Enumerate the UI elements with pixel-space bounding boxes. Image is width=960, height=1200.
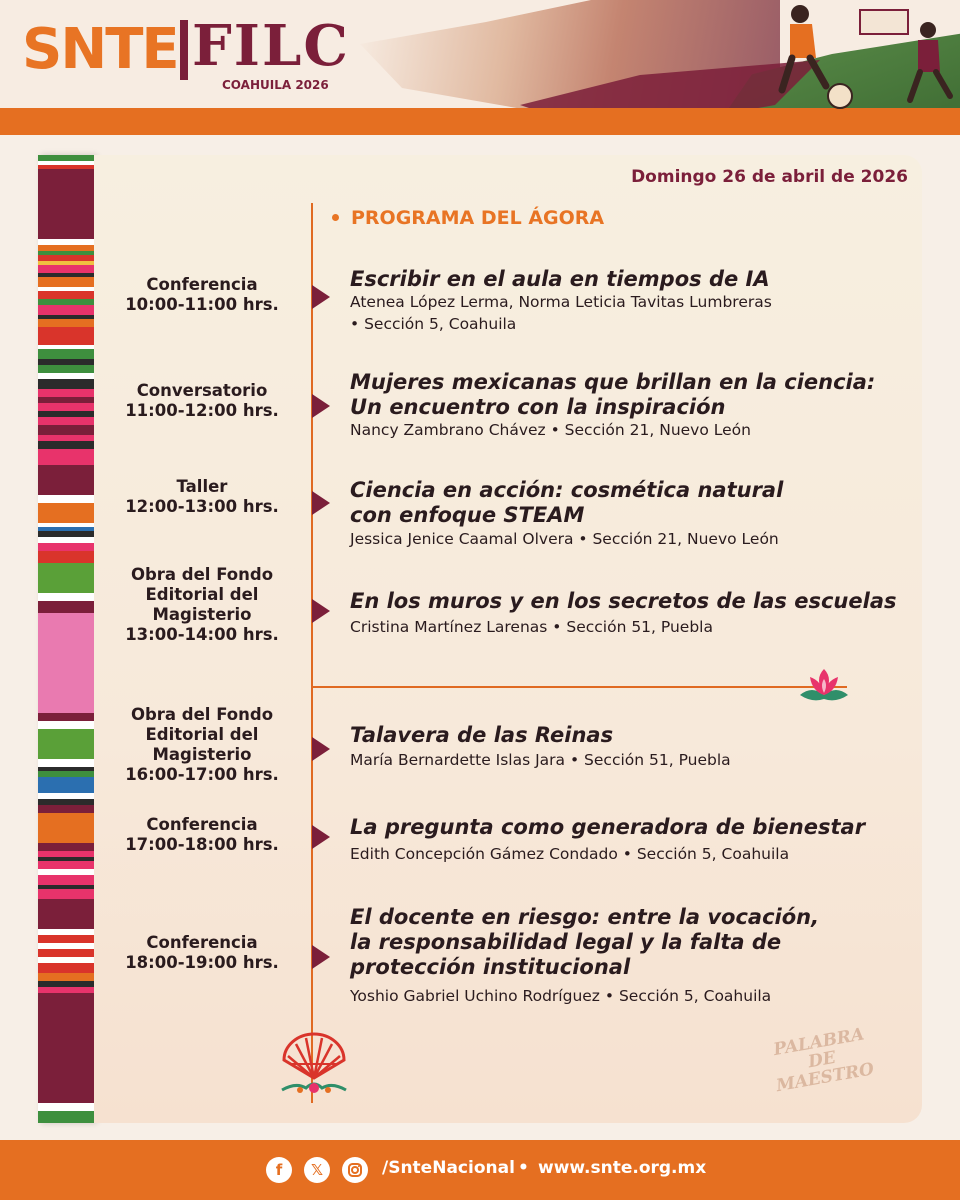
website-link[interactable]: www.snte.org.mx [538, 1158, 707, 1178]
arrow-icon [312, 491, 330, 515]
event-time-block [114, 565, 290, 645]
event-time: 10:00-11:00 hrs. [125, 295, 279, 314]
event-speaker: Cristina Martínez Larenas • Sección 51, Puebla [350, 618, 713, 636]
event-type: Conferencia [146, 275, 258, 294]
event-title: Talavera de las Reinas [350, 723, 614, 747]
event-date: Domingo 26 de abril de 2026 [631, 167, 908, 187]
event-title: Mujeres mexicanas que brillan en la ciencia: Un encuentro con la inspiración [350, 370, 876, 419]
event-speaker: Edith Concepción Gámez Condado • Sección 5, Coahuila [350, 845, 790, 863]
header-orange-band [0, 108, 960, 135]
event-type: Taller [176, 477, 228, 496]
event-time: 11:00-12:00 hrs. [125, 401, 279, 420]
event-title: Ciencia en acción: cosmética natural con enfoque STEAM [350, 478, 784, 527]
event-time: 12:00-13:00 hrs. [125, 497, 279, 516]
event-type: Obra del Fondo Editorial del Magisterio [130, 705, 274, 764]
arrow-icon [312, 599, 330, 623]
event-time-block [114, 933, 290, 973]
event-time-block [114, 275, 290, 315]
event-type: Conferencia [146, 933, 258, 952]
lotus-icon [794, 665, 854, 705]
section-title-text: PROGRAMA DEL ÁGORA [351, 207, 605, 229]
event-time: 16:00-17:00 hrs. [125, 765, 279, 784]
serape-pattern [38, 155, 94, 1123]
event-speaker: Nancy Zambrano Chávez • Sección 21, Nuevo León [350, 421, 751, 439]
program-card [94, 155, 922, 1123]
fan-icon [274, 1030, 354, 1100]
event-time: 18:00-19:00 hrs. [125, 953, 279, 972]
snte-logo: SNTE [22, 17, 178, 82]
filc-logo: FILC [192, 13, 350, 79]
arrow-icon [312, 394, 330, 418]
footer-bar [0, 1140, 960, 1200]
header-banner [0, 0, 960, 135]
social-handle[interactable]: /SnteNacional [382, 1158, 515, 1178]
event-title: El docente en riesgo: entre la vocación, la responsabilidad legal y la falta de protección institucional [350, 905, 820, 979]
arrow-icon [312, 825, 330, 849]
event-time-block [114, 381, 290, 421]
arrow-icon [312, 945, 330, 969]
x-icon[interactable]: 𝕏 [304, 1157, 330, 1183]
event-speaker: Atenea López Lerma, Norma Leticia Tavitas Lumbreras • Sección 5, Coahuila [350, 293, 772, 333]
footer-separator-dot: • [518, 1158, 529, 1178]
event-time: 17:00-18:00 hrs. [125, 835, 279, 854]
bullet-icon [332, 214, 339, 221]
event-type: Conversatorio [136, 381, 268, 400]
event-time-block [114, 705, 290, 785]
serape-stripe [38, 155, 94, 1123]
event-title: En los muros y en los secretos de las escuelas [350, 589, 897, 613]
logo-subtitle: COAHUILA 2026 [222, 78, 329, 92]
event-title: La pregunta como generadora de bienestar [350, 815, 866, 839]
timeline-divider [311, 686, 847, 688]
section-title [351, 207, 604, 229]
event-type: Conferencia [146, 815, 258, 834]
event-speaker: Yoshio Gabriel Uchino Rodríguez • Sección 5, Coahuila [350, 987, 772, 1005]
facebook-icon[interactable]: f [266, 1157, 292, 1183]
palabra-de-maestro-watermark: PALABRA DE MAESTRO [772, 1024, 876, 1097]
event-time: 13:00-14:00 hrs. [125, 625, 279, 644]
event-time-block [114, 477, 290, 517]
instagram-icon[interactable] [342, 1157, 368, 1183]
soccer-players-illustration [760, 0, 960, 110]
logo-separator [180, 20, 188, 80]
event-time-block [114, 815, 290, 855]
arrow-icon [312, 285, 330, 309]
event-speaker: Jessica Jenice Caamal Olvera • Sección 21, Nuevo León [350, 530, 779, 548]
instagram-glyph [342, 1157, 368, 1183]
arrow-icon [312, 737, 330, 761]
event-title: Escribir en el aula en tiempos de IA [350, 267, 770, 291]
event-type: Obra del Fondo Editorial del Magisterio [130, 565, 274, 624]
event-speaker: María Bernardette Islas Jara • Sección 51, Puebla [350, 751, 731, 769]
